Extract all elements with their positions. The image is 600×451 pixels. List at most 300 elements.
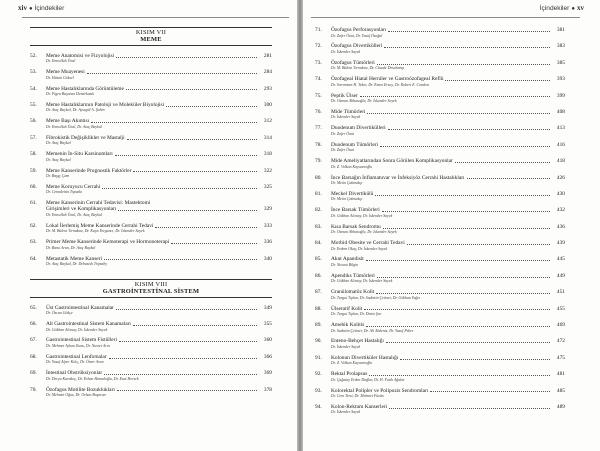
toc-entry[interactable] — [30, 151, 272, 163]
title-line — [331, 322, 565, 328]
chapter-number: 83. — [315, 223, 322, 230]
chapter-title: Meckel Divertikülü — [331, 190, 374, 197]
chapter-title: Peptik Ülser — [331, 92, 358, 99]
toc-entry[interactable] — [315, 289, 565, 301]
page-ref: 314 — [263, 134, 272, 141]
title-line — [331, 256, 565, 262]
title-line — [331, 207, 565, 213]
dot-leader — [366, 326, 550, 327]
chapter-number: 63. — [30, 239, 37, 246]
title-line — [331, 338, 565, 344]
chapter-title: Özofagus Motilite Bozuklukları — [46, 386, 115, 393]
entry-body — [331, 388, 565, 400]
dot-leader — [133, 171, 257, 172]
title-line — [46, 370, 272, 376]
chapter-number: 78. — [315, 141, 322, 148]
page-ref: 455 — [556, 305, 565, 312]
dot-leader — [369, 375, 550, 376]
dot-leader — [445, 80, 550, 81]
chapter-authors: Dr. Zafer Önat, Dr. Yusuf Özoğul — [331, 33, 383, 38]
entry-body — [331, 224, 565, 236]
chapter-number: 57. — [30, 134, 37, 141]
title-line — [46, 305, 272, 311]
entry-body — [46, 200, 272, 218]
dot-leader — [389, 408, 550, 409]
chapter-number: 66. — [30, 321, 37, 328]
entry-body — [331, 27, 565, 39]
part-label: KISIM VIII — [134, 280, 168, 288]
toc-entry[interactable] — [315, 322, 565, 334]
page-ref: 293 — [263, 85, 272, 92]
chapter-authors: Dr. Yusuf Alper Kılıç, Dr. Ömer Aran — [46, 360, 104, 365]
chapter-number: 79. — [315, 158, 322, 165]
entry-body — [331, 125, 565, 137]
toc-entry[interactable] — [30, 223, 272, 235]
title-line — [46, 102, 272, 108]
chapter-title: Gastrointestinal Lenfomalar — [46, 353, 107, 360]
page-ref: 333 — [263, 222, 272, 229]
entry-body — [46, 86, 272, 98]
entry-body — [46, 151, 272, 163]
title-line — [46, 168, 272, 174]
dot-leader — [91, 122, 257, 123]
dot-leader — [87, 73, 257, 74]
toc-entry[interactable] — [315, 273, 565, 285]
title-line — [331, 224, 565, 230]
title-line — [331, 371, 565, 377]
chapter-authors: Dr. Emrullah Ünal, Dr. Ataç Baykal — [46, 124, 102, 129]
toc-entry[interactable] — [30, 53, 272, 65]
toc-entry[interactable] — [315, 404, 565, 416]
chapter-title: Gastrointestinal Sistem Fistülleri — [46, 337, 117, 344]
toc-entry[interactable] — [315, 191, 565, 203]
chapter-authors: Dr. Emrullah Ünal, Dr. Ataç Baykal — [46, 212, 102, 217]
toc-entry[interactable] — [30, 337, 272, 349]
page-ref: 381 — [556, 27, 565, 33]
toc-entry[interactable] — [30, 321, 272, 333]
page-ref: 300 — [263, 101, 272, 108]
title-line — [331, 93, 565, 99]
title-line — [46, 118, 272, 124]
header-rule — [311, 17, 580, 18]
title-line — [331, 175, 565, 181]
toc-entry[interactable] — [30, 239, 272, 251]
dot-leader — [127, 139, 257, 140]
title-line — [46, 321, 272, 327]
entry-body — [331, 43, 565, 55]
running-title: İçindekiler — [34, 5, 65, 12]
page-ref: 340 — [263, 255, 272, 262]
toc-entry[interactable] — [30, 354, 272, 366]
dot-leader — [104, 374, 257, 375]
entry-body — [331, 60, 565, 72]
chapter-number: 81. — [315, 190, 322, 197]
chapter-title: Mide Tümörleri — [331, 108, 366, 115]
toc-entry[interactable] — [30, 118, 272, 130]
dot-leader — [116, 309, 257, 310]
chapter-title: Özofagus Divertikülleri — [331, 43, 383, 50]
toc-entry[interactable] — [30, 135, 272, 147]
chapter-number: 76. — [315, 108, 322, 115]
chapter-title: Fibrokistik Değişiklikler ve Mastalji — [46, 134, 125, 141]
part-title: GASTROİNTESTİNAL SİSTEM — [102, 288, 200, 296]
bullet-icon: ● — [571, 6, 575, 12]
chapter-number: 90. — [315, 338, 322, 345]
chapter-authors: Dr. Metin Çakmakçı — [331, 181, 363, 186]
chapter-authors: Dr. Ataç Baykal — [46, 157, 71, 162]
entry-body — [331, 175, 565, 187]
chapter-number: 72. — [315, 43, 322, 50]
chapter-number: 55. — [30, 101, 37, 108]
chapter-number: 54. — [30, 85, 37, 92]
dot-leader — [386, 342, 550, 343]
chapter-authors: Dr. Metin Çakmakçı — [331, 197, 363, 202]
toc-entry[interactable] — [315, 76, 565, 88]
toc-entry[interactable] — [30, 370, 272, 382]
title-line — [46, 223, 272, 229]
chapter-title: Morbid Obesite ve Cerrahi Tedavi — [331, 240, 405, 247]
page-ref: 430 — [556, 190, 565, 197]
left-page — [0, 0, 297, 451]
entry-body — [46, 184, 272, 196]
chapter-authors: Dr. Ataç Baykal, Dr. Aysegül A. Şahin — [46, 108, 105, 113]
page-ref: 451 — [556, 289, 565, 296]
section-gap — [30, 272, 272, 279]
chapter-title: Meme Kanserinin Cerrahi Tedavisi: Mastektomi — [46, 200, 151, 207]
entry-body — [331, 338, 565, 350]
chapter-authors: Dr. Turgut Tıpkın, Dr. Sadettin Çetiner, Dr. Gökhan Yağcı — [331, 295, 421, 300]
chapter-number: 67. — [30, 337, 37, 344]
page-ref: 432 — [556, 207, 565, 214]
chapter-title: Memenin İn-Situ Karsinomları — [46, 151, 113, 158]
chapter-number: 93. — [315, 387, 322, 394]
chapter-authors: Dr. Ataç Baykal, Dr. Debasish Tripathy — [46, 262, 108, 266]
chapter-authors: Dr. İskender Sayek — [331, 115, 361, 120]
toc-entry[interactable] — [30, 305, 272, 317]
chapter-number: 68. — [30, 353, 37, 360]
entry-body — [46, 53, 272, 65]
title-line — [331, 125, 565, 131]
chapter-title: Girişimleri ve Komplikasyonları — [46, 206, 117, 213]
page-ref: 385 — [556, 59, 565, 66]
toc-entry[interactable] — [30, 168, 272, 180]
chapter-title: Primer Meme Kanserinde Kemoterapi ve Hormonoterapi — [46, 239, 170, 246]
title-line — [46, 151, 272, 157]
chapter-title: Meme Muayenesi — [46, 69, 85, 76]
chapter-number: 52. — [30, 52, 37, 59]
chapter-number: 53. — [30, 69, 37, 76]
title-line — [46, 184, 272, 190]
chapter-title: Kolorektal Polipler ve Polipozis Sendromları — [331, 387, 429, 394]
chapter-authors: Dr. İskender Sayek — [331, 410, 361, 415]
page-ref: 366 — [263, 353, 272, 360]
chapter-title: İntestinal Obstrüksiyonlar — [46, 370, 103, 377]
chapter-title: İnce Barsağın İnflamatuvar ve İnfeksiyöz Cerrahi Hastalıkları — [331, 174, 465, 181]
entry-body — [46, 370, 272, 382]
chapter-title: Kolon-Rektum Kanserleri — [331, 403, 388, 410]
dot-leader — [380, 146, 550, 147]
chapter-number: 82. — [315, 207, 322, 214]
toc-entry[interactable] — [315, 306, 565, 318]
left-running-header — [18, 4, 287, 16]
page-ref: 485 — [556, 387, 565, 394]
chapter-authors: Dr. Osman Abbasoğlu, Dr. İskender Sayek — [331, 230, 397, 235]
title-line — [331, 404, 565, 410]
page-ref: 408 — [556, 108, 565, 115]
chapter-number: 89. — [315, 322, 322, 329]
chapter-number: 64. — [30, 255, 37, 262]
toc-entry[interactable] — [30, 387, 272, 399]
dot-leader — [377, 277, 550, 278]
entry-body — [46, 102, 272, 114]
entry-body — [46, 256, 272, 268]
dot-leader — [171, 243, 257, 244]
page-ref: 355 — [263, 321, 272, 328]
chapter-title: Meme Kanserinde Prognostik Faktörler — [46, 167, 132, 174]
dot-leader — [118, 210, 257, 211]
entry-body — [331, 355, 565, 367]
chapter-title: Enteno-Behçet Hastalığı — [331, 338, 384, 345]
chapter-authors: Dr. Sadettin Çetiner, Dr. Ali Akdeniz, Dr. Yusuf Peker — [331, 328, 414, 333]
toc-entry[interactable] — [315, 125, 565, 137]
dot-leader — [155, 227, 257, 228]
toc-entry[interactable] — [315, 388, 565, 400]
chapter-authors: Dr. Gökhan Altınay, Dr. İskender Sayek — [331, 279, 393, 284]
page-ref: 469 — [556, 322, 565, 329]
toc-entry[interactable] — [30, 256, 272, 268]
chapter-title: Apendiks Tümörleri — [331, 272, 375, 279]
page-ref: 439 — [556, 240, 565, 247]
title-line — [46, 239, 272, 245]
entry-body — [331, 289, 565, 301]
entry-body — [46, 387, 272, 399]
chapter-title: Ülseratif Kolit — [331, 305, 363, 312]
chapter-authors: Dr. İskender Sayek — [331, 344, 361, 349]
entry-body — [331, 93, 565, 105]
toc-entry[interactable] — [315, 175, 565, 187]
chapter-title: Özofagus Perforasyonları — [331, 27, 387, 33]
entry-body — [331, 109, 565, 121]
entry-body — [331, 371, 565, 383]
title-line — [331, 306, 565, 312]
chapter-authors: Dr. Emrullah Ünal — [46, 59, 76, 64]
chapter-number: 56. — [30, 118, 37, 125]
chapter-title: Meme Koruyucu Cerrahi — [46, 183, 101, 190]
toc-entry[interactable] — [30, 184, 272, 196]
entry-body — [331, 191, 565, 203]
dot-leader — [360, 96, 550, 97]
toc-entry[interactable] — [315, 224, 565, 236]
page-ref: 475 — [556, 354, 565, 361]
chapter-title: Kolonun Divertiküler Hastalığı — [331, 354, 399, 361]
title-line — [46, 53, 272, 59]
toc-entry[interactable] — [315, 158, 565, 170]
chapter-authors: Dr. M. Bülent Tırnaksız, Dr. Kaya Yorgancı, Dr. İskender Sayek — [46, 229, 145, 234]
right-running-header — [313, 4, 584, 16]
entry-body — [331, 256, 565, 268]
title-line — [46, 337, 272, 343]
page-ref: 383 — [556, 43, 565, 50]
chapter-authors: Dr. Hüsnü Göksel — [46, 75, 74, 80]
title-line — [331, 273, 565, 279]
title-line — [46, 69, 272, 75]
chapter-authors: Dr. Zafer Önat — [331, 131, 355, 136]
entry-body — [46, 239, 272, 251]
dot-leader — [388, 31, 550, 32]
page-ref: 416 — [556, 141, 565, 148]
toc-entry[interactable] — [315, 142, 565, 154]
chapter-authors: Dr. Turgut Tıpkın, Dr. Deniz Şar — [331, 312, 382, 317]
dot-leader — [388, 129, 550, 130]
dot-leader — [117, 390, 257, 391]
toc-entry[interactable] — [315, 240, 565, 252]
chapter-number: 84. — [315, 240, 322, 247]
page-ref: 336 — [263, 239, 272, 246]
entry-body — [46, 223, 272, 235]
header-rule — [22, 17, 289, 18]
entry-body — [46, 305, 272, 317]
chapter-title: Meme Hastalıklarında Görüntüleme — [46, 85, 124, 92]
title-line — [331, 27, 565, 33]
dot-leader — [407, 244, 550, 245]
title-line — [46, 256, 272, 262]
chapter-number: 87. — [315, 289, 322, 296]
page-ref: 436 — [556, 223, 565, 230]
page-ref: 418 — [556, 158, 565, 165]
chapter-authors: Dr. Mehmet Oğuz, Dr. Orhan Başaran — [46, 393, 106, 398]
entry-body — [331, 76, 565, 88]
page-number: xv — [577, 4, 584, 12]
toc-entry[interactable] — [315, 60, 565, 72]
entry-body — [46, 69, 272, 81]
chapter-number: 80. — [315, 174, 322, 181]
right-page — [303, 0, 600, 451]
running-title: İçindekiler — [539, 5, 570, 12]
dot-leader — [467, 178, 550, 179]
page-ref: 349 — [263, 304, 272, 311]
dot-leader — [400, 359, 550, 360]
title-line — [46, 135, 272, 141]
entry-body — [331, 240, 565, 252]
title-line — [46, 86, 272, 92]
entry-body — [46, 118, 272, 130]
chapter-number: 60. — [30, 183, 37, 190]
entry-body — [331, 404, 565, 416]
chapter-number: 59. — [30, 167, 37, 174]
toc-entry[interactable] — [315, 207, 565, 219]
toc-entry[interactable] — [315, 93, 565, 105]
chapter-authors: Dr. Gökhan Altınay, Dr. İskender Sayek — [46, 327, 108, 332]
dot-leader — [455, 162, 550, 163]
toc-entry[interactable] — [30, 200, 272, 218]
toc-entry[interactable] — [315, 338, 565, 350]
toc-entry[interactable] — [315, 27, 565, 39]
title-line — [331, 109, 565, 115]
chapter-number: 88. — [315, 305, 322, 312]
chapter-number: 86. — [315, 272, 322, 279]
dot-leader — [102, 188, 257, 189]
toc-entry[interactable] — [30, 102, 272, 114]
chapter-number: 94. — [315, 403, 322, 410]
dot-leader — [376, 293, 550, 294]
page-ref: 445 — [556, 256, 565, 263]
toc-entry[interactable] — [315, 256, 565, 268]
chapter-number: 61. — [30, 200, 37, 207]
chapter-number: 77. — [315, 125, 322, 132]
part-heading — [30, 27, 272, 46]
chapter-title: Özofageal Hiatal Herniler ve Gastroözofageal Reflü — [331, 76, 444, 83]
left-toc — [30, 27, 272, 403]
page-ref: 312 — [263, 118, 272, 125]
chapter-authors: Dr. Osman Abbasoğlu, Dr. İskender Sayek — [331, 99, 397, 104]
chapter-authors: Dr. Ataç Baykal — [46, 141, 71, 146]
chapter-number: 65. — [30, 304, 37, 311]
page-ref: 481 — [556, 371, 565, 378]
chapter-title: Meme Hastalıklarının Patoloji ve Moleküler Biyolojisi — [46, 101, 165, 108]
part-label: KISIM VII — [135, 29, 167, 36]
title-line — [331, 289, 565, 295]
dot-leader — [116, 57, 257, 58]
chapter-title: Metastatik Meme Kanseri — [46, 255, 102, 262]
chapter-authors: Dr. Başşy Çam — [46, 174, 70, 179]
dot-leader — [115, 155, 257, 156]
chapter-authors: Dr. Mehmet Ayhan Kuzu, Dr. Nusret Arın — [46, 343, 110, 348]
chapter-title: Akut Apandisit — [331, 256, 364, 263]
chapter-number: 91. — [315, 354, 322, 361]
chapter-authors: Dr. Cem Terzi, Dr. Mehmet Füzün — [331, 394, 384, 399]
page-ref: 318 — [263, 151, 272, 158]
chapter-authors: Dr. Özcan Gökçe — [46, 311, 73, 316]
chapter-title: Kısa Barsak Sendromu — [331, 223, 381, 230]
page-ref: 284 — [263, 69, 272, 76]
dot-leader — [367, 113, 550, 114]
chapter-authors: Dr. İskender Sayek — [331, 49, 361, 54]
page-ref: 281 — [263, 52, 272, 59]
dot-leader — [166, 106, 257, 107]
page-ref: 489 — [556, 403, 565, 410]
toc-entry[interactable] — [315, 355, 565, 367]
dot-leader — [364, 309, 550, 310]
dot-leader — [430, 391, 550, 392]
toc-entry[interactable] — [315, 43, 565, 55]
dot-leader — [383, 228, 550, 229]
title-line — [331, 142, 565, 148]
title-line — [331, 76, 565, 82]
page-ref: 393 — [556, 76, 565, 83]
title-line — [46, 354, 272, 360]
chapter-title: Amebik Kolitis — [331, 322, 365, 329]
chapter-authors: Dr. Gökhan Altınay, Dr. İskender Sayek — [331, 213, 393, 218]
dot-leader — [375, 195, 550, 196]
toc-entry[interactable] — [315, 371, 565, 383]
page-ref: 360 — [263, 337, 272, 344]
entry-body — [331, 306, 565, 318]
chapter-number: 58. — [30, 151, 37, 158]
toc-entry[interactable] — [315, 109, 565, 121]
chapter-title: Duodenum Tümörleri — [331, 141, 379, 148]
toc-entry[interactable] — [30, 86, 272, 98]
title-line — [46, 206, 272, 212]
chapter-title: Özofagus Tümörleri — [331, 59, 375, 66]
entry-body — [331, 158, 565, 170]
page-ref: 329 — [263, 206, 272, 213]
dot-leader — [133, 325, 257, 326]
toc-entry[interactable] — [30, 69, 272, 81]
entry-body — [46, 321, 272, 333]
page-ref: 325 — [263, 183, 272, 190]
page-ref: 413 — [556, 125, 565, 132]
chapter-title: Meme Başı Akıntısı — [46, 118, 90, 125]
